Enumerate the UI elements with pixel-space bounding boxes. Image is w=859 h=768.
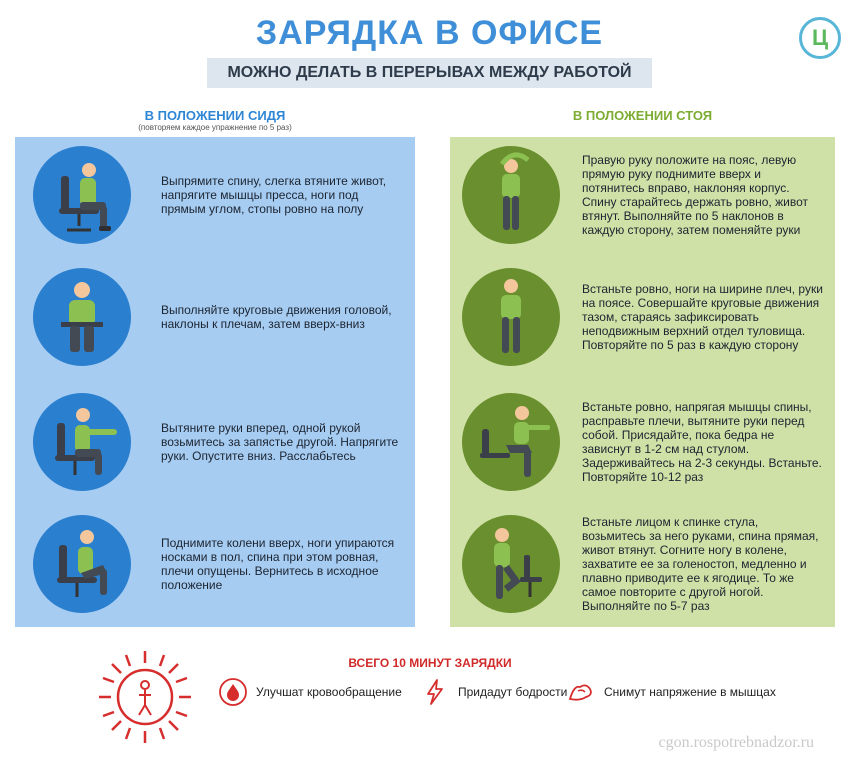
sitting-exercise-2 — [15, 262, 415, 372]
leg-stretch-figure-icon — [462, 515, 560, 613]
sitting-note: (повторяем каждое упражнение по 5 раз) — [138, 123, 292, 132]
page-subtitle: МОЖНО ДЕЛАТЬ В ПЕРЕРЫВАХ МЕЖДУ РАБОТОЙ — [207, 58, 651, 88]
sun-burst-icon — [95, 647, 195, 747]
benefit-muscles — [566, 676, 776, 708]
sitting-exercise-3 — [15, 387, 415, 497]
standing-exercise-1 — [450, 140, 835, 250]
blood-drop-icon — [218, 677, 248, 707]
summary-heading: ВСЕГО 10 МИНУТ ЗАРЯДКИ — [348, 656, 512, 670]
sitting-heading: В ПОЛОЖЕНИИ СИДЯ — [144, 108, 286, 123]
exercise-text: Правую руку положите на пояс, левую прямую руку поднимите вверх и потянитесь вправо, наклоняя корпус. Спину старайтесь держать ровно, живот втянут. Выполняйте по 5 наклонов в каждую сторону, затем поменяйте руки — [582, 153, 808, 237]
arms-forward-figure-icon — [33, 393, 131, 491]
exercise-text: Выполняйте круговые движения головой, наклоны к плечам, затем вверх-вниз — [161, 303, 392, 331]
knees-up-figure-icon — [33, 515, 131, 613]
benefit-label: Улучшат кровообращение — [256, 685, 402, 699]
hip-rotation-figure-icon — [462, 268, 560, 366]
exercise-text: Встаньте ровно, напрягая мышцы спины, расправьте плечи, вытяните руки перед собой. Присядайте, пока бедра не зависнут в 1-2 см над стулом. Задерживайтесь на 2-3 секунды. Встаньте. Повторяйте 10-12 раз — [582, 400, 822, 484]
exercise-text: Вытяните руки вперед, одной рукой возьмитесь за запястье другой. Напрягите руки. Опустите вниз. Расслабьтесь — [161, 421, 399, 463]
standing-exercise-4 — [450, 509, 835, 619]
benefit-circulation — [218, 676, 402, 708]
source-url: cgon.rospotrebnadzor.ru — [658, 734, 814, 751]
standing-panel — [450, 137, 835, 627]
standing-exercise-3 — [450, 387, 835, 497]
head-rotation-figure-icon — [33, 268, 131, 366]
side-bend-figure-icon — [462, 146, 560, 244]
exercise-text: Выпрямите спину, слегка втяните живот, напрягите мышцы пресса, ноги под прямым углом, стопы ровно на полу — [161, 174, 387, 216]
exercise-text: Поднимите колени вверх, ноги упираются носками в пол, спина при этом ровная, плечи опущены. Вернитесь в исходное положение — [161, 536, 395, 592]
benefit-label: Снимут напряжение в мышцах — [604, 685, 776, 699]
sitting-exercise-1 — [15, 140, 415, 250]
muscle-arm-icon — [566, 677, 596, 707]
sitting-exercise-4 — [15, 509, 415, 619]
benefit-energy — [420, 676, 567, 708]
sitting-figure-icon — [33, 146, 131, 244]
standing-heading: В ПОЛОЖЕНИИ СТОЯ — [572, 108, 713, 123]
logo: Ц — [799, 17, 841, 59]
standing-exercise-2 — [450, 262, 835, 372]
page-title: ЗАРЯДКА В ОФИСЕ — [255, 14, 604, 52]
sitting-panel — [15, 137, 415, 627]
squat-figure-icon — [462, 393, 560, 491]
exercise-text: Встаньте лицом к спинке стула, возьмитесь за него руками, спина прямая, живот втянут. Согните ногу в колене, захватите ее за голеностоп, медленно и плавно приводите ее к ягодице. То же самое повторите с другой ногой. Выполняйте по 5-7 раз — [582, 515, 819, 613]
lightning-icon — [420, 677, 450, 707]
benefit-label: Придадут бодрости — [458, 685, 568, 699]
exercise-text: Встаньте ровно, ноги на ширине плеч, руки на поясе. Совершайте круговые движения тазом, стараясь зафиксировать неподвижным верхний отдел туловища. Повторяйте по 5 раз в каждую сторону — [582, 282, 823, 352]
